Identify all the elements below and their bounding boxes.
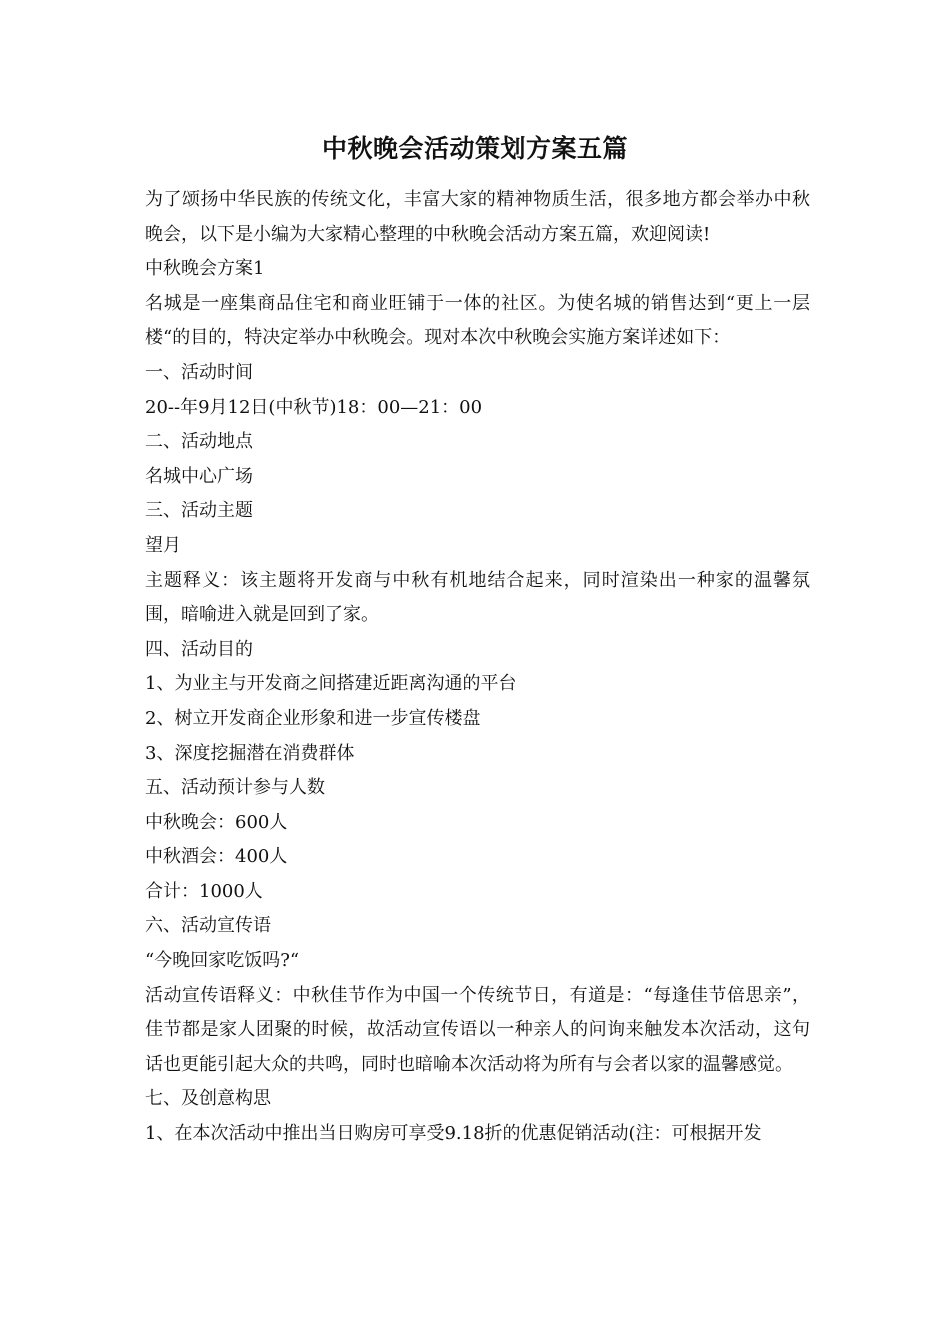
paragraph-intro: 为了颂扬中华民族的传统文化，丰富大家的精神物质生活，很多地方都会举办中秋晚会，以下是小编为大家精心整理的中秋晚会活动方案五篇，欢迎阅读!	[145, 189, 810, 245]
list-item: 中秋晚会：600人	[145, 811, 288, 833]
paragraph-location: 名城中心广场	[145, 465, 253, 487]
list-item: 合计：1000人	[145, 880, 263, 902]
document-title: 中秋晚会活动策划方案五篇	[321, 134, 628, 163]
section-heading-slogan: 六、活动宣传语	[145, 915, 271, 937]
list-item: 3、深度挖掘潜在消费群体	[145, 742, 355, 764]
paragraph-theme-explanation: 主题释义：该主题将开发商与中秋有机地结合起来，同时渲染出一种家的温馨氛围，暗喻进入就是回到了家。	[145, 569, 810, 626]
paragraph-time: 20--年9月12日(中秋节)18：00—21：00	[145, 396, 483, 418]
section-heading-participants: 五、活动预计参与人数	[145, 777, 325, 799]
paragraph-theme: 望月	[145, 534, 181, 556]
list-item: 1、为业主与开发商之间搭建近距离沟通的平台	[145, 673, 517, 695]
section-heading-theme: 三、活动主题	[145, 500, 253, 522]
section-heading-location: 二、活动地点	[145, 431, 253, 453]
paragraph-plan-heading: 中秋晚会方案1	[145, 258, 265, 280]
section-heading-time: 一、活动时间	[145, 361, 253, 383]
section-heading-purpose: 四、活动目的	[145, 638, 253, 660]
list-item: 中秋酒会：400人	[145, 846, 288, 868]
paragraph-slogan: “今晚回家吃饭吗?“	[145, 950, 300, 972]
paragraph-slogan-explanation: 活动宣传语释义：中秋佳节作为中国一个传统节日，有道是：“每逢佳节倍思亲”，佳节都是家人团聚的时候，故活动宣传语以一种亲人的问询来触发本次活动，这句话也更能引起大众的共鸣，同时也暗喻本次活动将为所有与会者以家的温馨感觉。	[145, 984, 810, 1075]
document-body	[145, 183, 810, 1152]
list-item: 2、树立开发商企业形象和进一步宣传楼盘	[145, 707, 481, 729]
list-item: 1、在本次活动中推出当日购房可享受9.18折的优惠促销活动(注：可根据开发	[145, 1123, 762, 1145]
section-heading-concept: 七、及创意构思	[145, 1088, 271, 1110]
paragraph-plan-intro: 名城是一座集商品住宅和商业旺铺于一体的社区。为使名城的销售达到“更上一层楼“的目的，特决定举办中秋晚会。现对本次中秋晚会实施方案详述如下：	[145, 292, 810, 349]
